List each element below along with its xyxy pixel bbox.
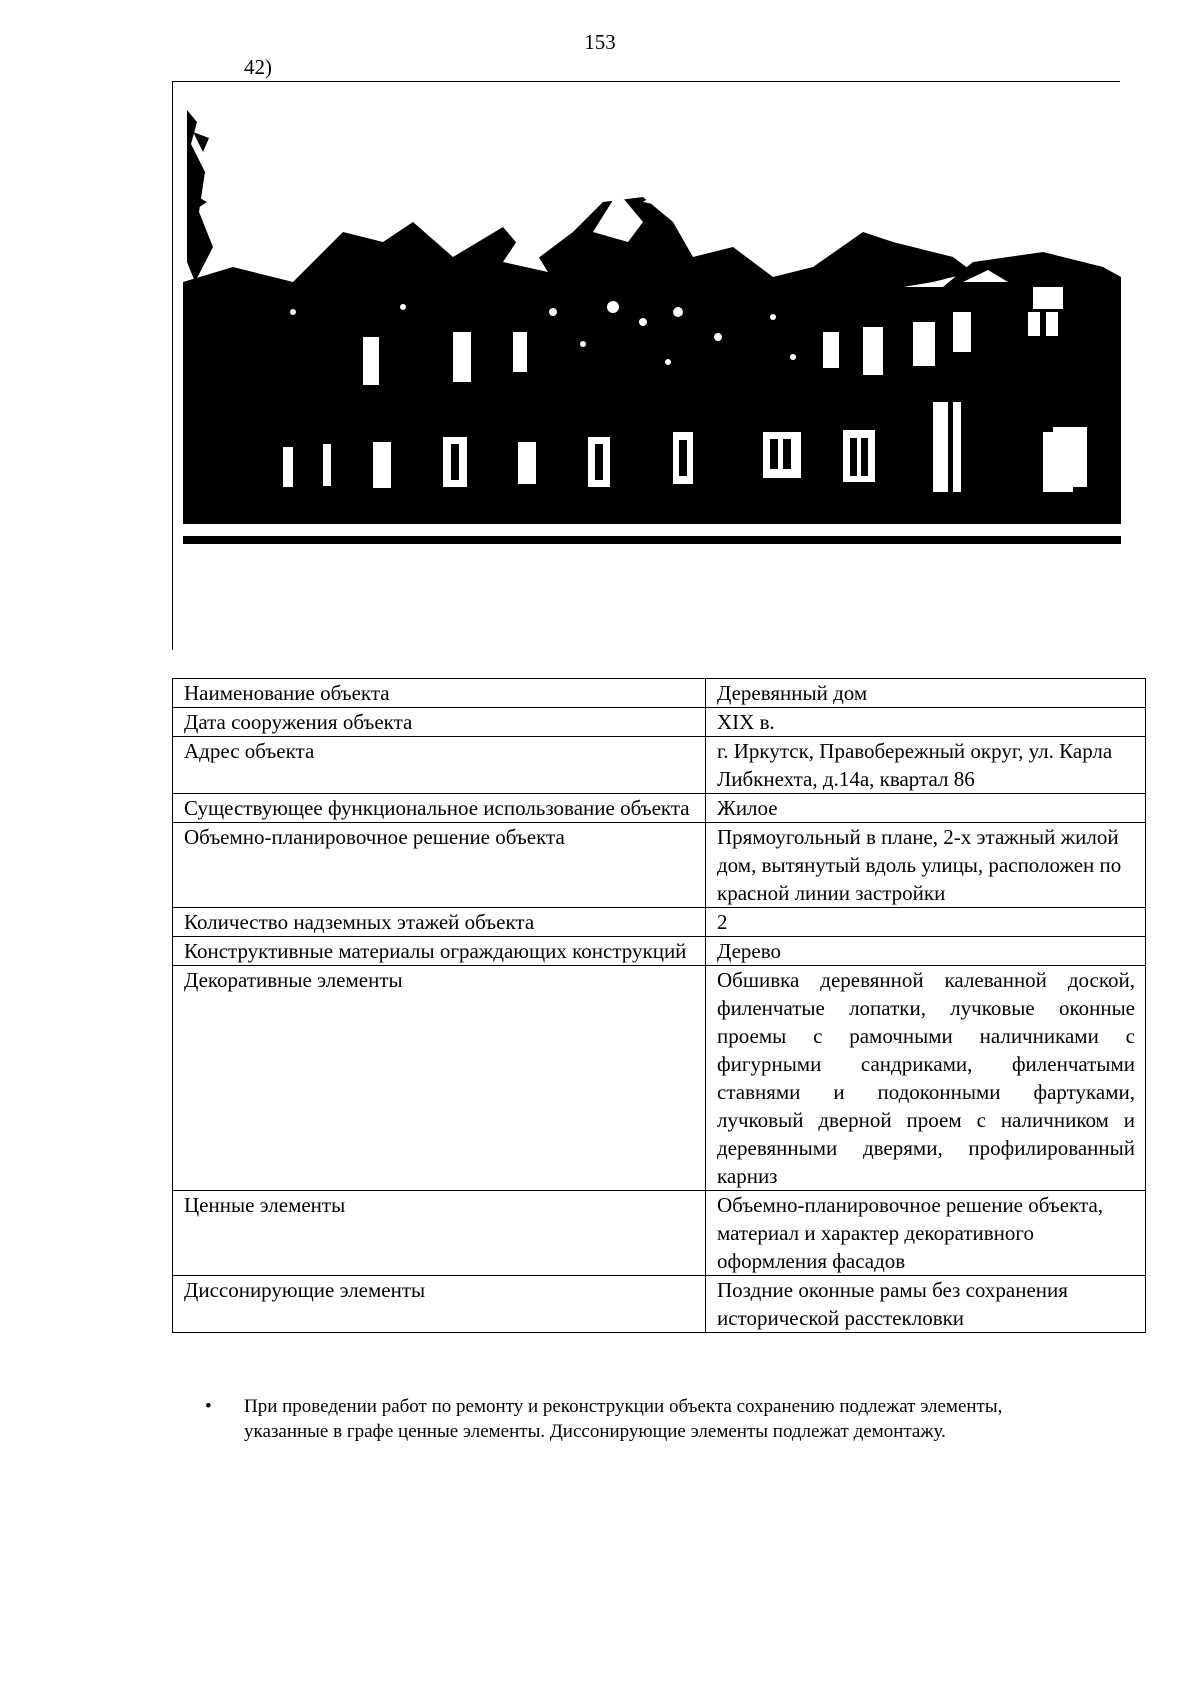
- row-label: Ценные элементы: [173, 1191, 706, 1276]
- row-label: Существующее функциональное использование объекта: [173, 794, 706, 823]
- row-label: Декоративные элементы: [173, 966, 706, 1191]
- row-value: Деревянный дом: [706, 679, 1146, 708]
- object-passport-table: [172, 678, 1146, 1333]
- object-number: 42): [244, 55, 272, 79]
- row-value: Жилое: [706, 794, 1146, 823]
- row-value: Дерево: [706, 937, 1146, 966]
- table-row: [173, 937, 1146, 966]
- row-value: 2: [706, 908, 1146, 937]
- row-label: Наименование объекта: [173, 679, 706, 708]
- table-row: [173, 1276, 1146, 1333]
- row-label: Конструктивные материалы ограждающих конструкций: [173, 937, 706, 966]
- table-row: [173, 908, 1146, 937]
- row-label: Диссонирующие элементы: [173, 1276, 706, 1333]
- table-row: [173, 679, 1146, 708]
- row-value: Объемно-планировочное решение объекта, материал и характер декоративного оформления фасадов: [706, 1191, 1146, 1276]
- row-value: Поздние оконные рамы без сохранения исторической расстекловки: [706, 1276, 1146, 1333]
- row-value: Обшивка деревянной калеванной доской, филенчатые лопатки, лучковые оконные проемы с рамочными наличниками с фигурными сандриками, филенчатыми ставнями и подоконными фартуками, лучковый дверной проем с наличником и деревянными дверями, профилированный карниз: [706, 966, 1146, 1191]
- page-number: 153: [584, 30, 616, 54]
- note-text: При проведении работ по ремонту и реконструкции объекта сохранению подлежат элементы, указанные в графе ценные элементы. Диссонирующие элементы подлежат демонтажу.: [244, 1396, 1003, 1442]
- table-row: [173, 794, 1146, 823]
- table-row: [173, 823, 1146, 908]
- building-photo-image: [173, 82, 1121, 651]
- row-value: г. Иркутск, Правобережный округ, ул. Карла Либкнехта, д.14а, квартал 86: [706, 737, 1146, 794]
- row-label: Количество надземных этажей объекта: [173, 908, 706, 937]
- table-row: [173, 966, 1146, 1191]
- building-photo: [172, 81, 1120, 650]
- table-row: [173, 737, 1146, 794]
- row-label: Дата сооружения объекта: [173, 708, 706, 737]
- row-label: Объемно-планировочное решение объекта: [173, 823, 706, 908]
- row-value: XIX в.: [706, 708, 1146, 737]
- row-label: Адрес объекта: [173, 737, 706, 794]
- table-row: [173, 1191, 1146, 1276]
- bullet-marker: •: [205, 1396, 212, 1417]
- table-row: [173, 708, 1146, 737]
- row-value: Прямоугольный в плане, 2-х этажный жилой дом, вытянутый вдоль улицы, расположен по красной линии застройки: [706, 823, 1146, 908]
